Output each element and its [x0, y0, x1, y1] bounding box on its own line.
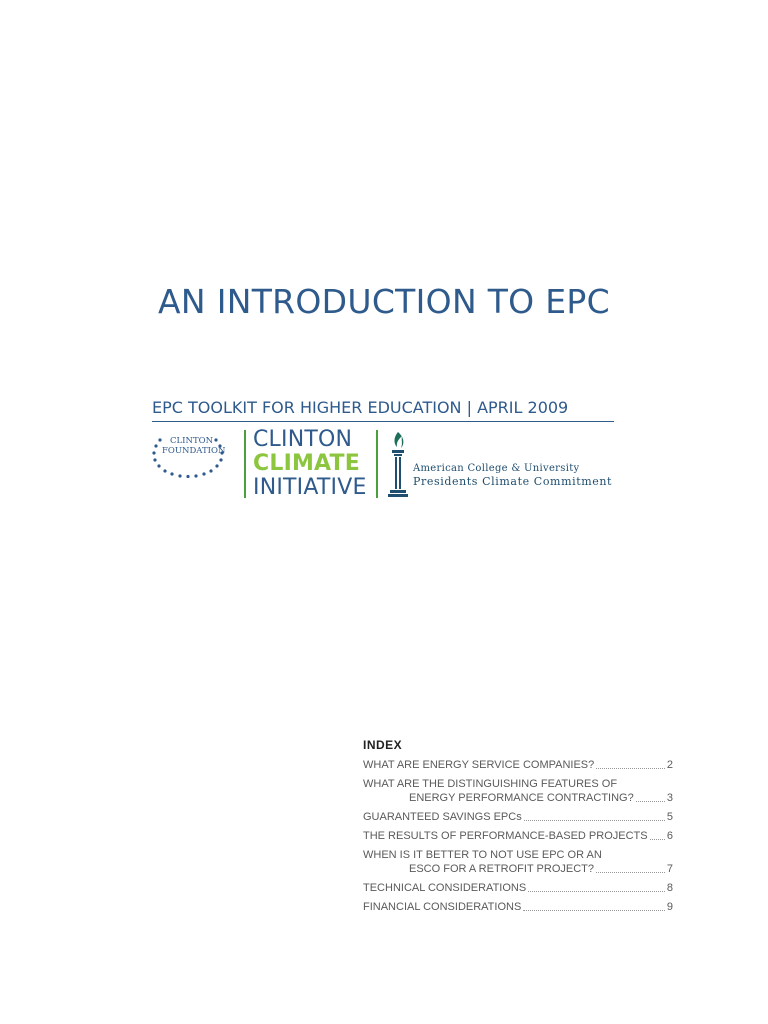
cci-line2: CLIMATE: [253, 451, 360, 476]
toc-item[interactable]: WHAT ARE THE DISTINGUISHING FEATURES OF ENERGY PERFORMANCE CONTRACTING? 3: [363, 778, 673, 804]
toc-page: 7: [666, 863, 673, 875]
toc-page: 2: [666, 759, 673, 771]
acupcc-line1: American College & University: [413, 463, 580, 474]
acupcc-logo: [413, 463, 612, 488]
toc-item[interactable]: FINANCIAL CONSIDERATIONS 9: [363, 901, 673, 913]
torch-column-icon: [384, 430, 410, 498]
index-heading: INDEX: [363, 738, 403, 752]
toc-item[interactable]: TECHNICAL CONSIDERATIONS 8: [363, 882, 673, 894]
toc-page: 3: [666, 792, 673, 804]
toc-page: 6: [666, 830, 673, 842]
cf-line2: FOUNDATION: [162, 446, 226, 456]
page-title: AN INTRODUCTION TO EPC: [158, 282, 610, 321]
acupcc-line2: Presidents Climate Commitment: [413, 475, 613, 488]
toc-item[interactable]: GUARANTEED SAVINGS EPCs 5: [363, 811, 673, 823]
logo-divider: [376, 430, 378, 498]
cf-line1: CLINTON: [170, 436, 214, 446]
clinton-climate-initiative-logo: [253, 428, 367, 500]
subtitle: EPC TOOLKIT FOR HIGHER EDUCATION | APRIL 2009: [152, 398, 614, 422]
toc-page: 8: [666, 882, 673, 894]
clinton-foundation-logo: [150, 428, 240, 484]
logo-divider: [244, 430, 246, 498]
cci-line3: INITIATIVE: [253, 475, 367, 500]
toc-page: 9: [666, 901, 673, 913]
toc-item[interactable]: WHEN IS IT BETTER TO NOT USE EPC OR AN ESCO FOR A RETROFIT PROJECT? 7: [363, 849, 673, 875]
index-section: [363, 738, 673, 919]
toc-page: 5: [666, 811, 673, 823]
toc-item[interactable]: WHAT ARE ENERGY SERVICE COMPANIES? 2: [363, 759, 673, 771]
cci-line1: CLINTON: [253, 427, 353, 452]
toc-item[interactable]: THE RESULTS OF PERFORMANCE-BASED PROJECTS 6: [363, 830, 673, 842]
